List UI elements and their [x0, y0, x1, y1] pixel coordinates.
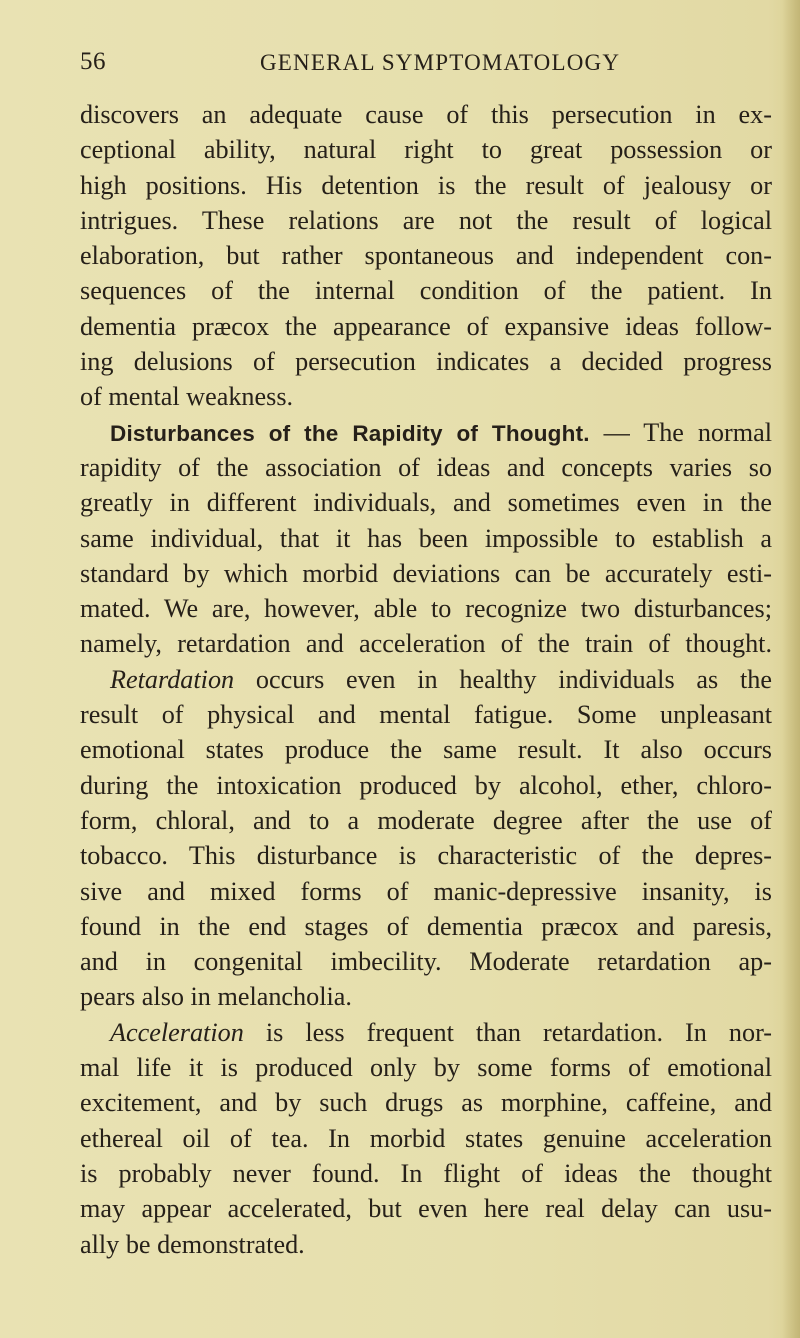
text-line: emotional states produce the same result. It also occurs — [80, 735, 772, 765]
text-line: elaboration, but rather spontaneous and independent con- — [80, 241, 772, 271]
text-line — [80, 662, 772, 697]
text-line: high positions. His detention is the result of jealousy or — [80, 170, 772, 200]
text-line: mal life it is produced only by some forms of emotional — [80, 1053, 772, 1083]
term-acceleration: Acceleration — [110, 1017, 244, 1047]
text-line: form, chloral, and to a moderate degree after the use of — [80, 805, 772, 835]
running-head: GENERAL SYMPTOMATOLOGY — [260, 50, 621, 75]
text-line: discovers an adequate cause of this persecution in ex- — [80, 100, 772, 129]
body-text — [80, 97, 772, 1262]
text-line: tobacco. This disturbance is characteristic of the depres- — [80, 841, 772, 871]
text-line: dementia præcox the appearance of expansive ideas follow- — [80, 311, 772, 341]
section-heading: Disturbances of the Rapidity of Thought. — [110, 420, 590, 446]
text-line: of mental weakness. — [80, 382, 294, 412]
term-continuation: is less frequent than retardation. In nor- — [243, 1017, 772, 1047]
paragraph-rapidity-of-thought — [80, 415, 772, 662]
paragraph-persecution — [80, 97, 772, 415]
text-line: ing delusions of persecution indicates a decided progress — [80, 347, 772, 377]
text-line: sequences of the internal condition of the patient. In — [80, 276, 772, 306]
text-line — [80, 415, 772, 450]
text-line: mated. We are, however, able to recognize two disturbances; — [80, 594, 772, 624]
heading-continuation: — The normal — [589, 417, 772, 447]
text-line: ceptional ability, natural right to great possession or — [80, 135, 772, 165]
text-line: namely, retardation and acceleration of the train of thought. — [80, 629, 772, 659]
text-line: pears also in melancholia. — [80, 982, 352, 1012]
text-line — [80, 1015, 772, 1050]
page-edge-shadow — [782, 0, 800, 1338]
text-line: same individual, that it has been impossible to establish a — [80, 523, 772, 553]
paragraph-acceleration — [80, 1015, 772, 1262]
text-line: during the intoxication produced by alcohol, ether, chloro- — [80, 770, 772, 800]
text-line: is probably never found. In flight of ideas the thought — [80, 1158, 772, 1188]
text-line: result of physical and mental fatigue. Some unpleasant — [80, 700, 772, 730]
text-line: sive and mixed forms of manic-depressive insanity, is — [80, 876, 772, 906]
text-line: found in the end stages of dementia præcox and paresis, — [80, 911, 772, 941]
paragraph-retardation — [80, 662, 772, 1015]
text-line: rapidity of the association of ideas and concepts varies so — [80, 452, 772, 482]
text-line: ethereal oil of tea. In morbid states genuine acceleration — [80, 1123, 772, 1153]
text-line: excitement, and by such drugs as morphine, caffeine, and — [80, 1088, 772, 1118]
text-line: may appear accelerated, but even here real delay can usu- — [80, 1194, 772, 1224]
text-line: standard by which morbid deviations can be accurately esti- — [80, 558, 772, 588]
text-line: and in congenital imbecility. Moderate retardation ap- — [80, 947, 772, 977]
text-line: intrigues. These relations are not the result of logical — [80, 205, 772, 235]
page-header — [80, 48, 740, 88]
term-continuation: occurs even in healthy individuals as the — [234, 664, 772, 694]
term-retardation: Retardation — [110, 664, 235, 694]
text-line: greatly in different individuals, and sometimes even in the — [80, 488, 772, 518]
page-number: 56 — [80, 48, 106, 75]
text-line: ally be demonstrated. — [80, 1229, 305, 1259]
